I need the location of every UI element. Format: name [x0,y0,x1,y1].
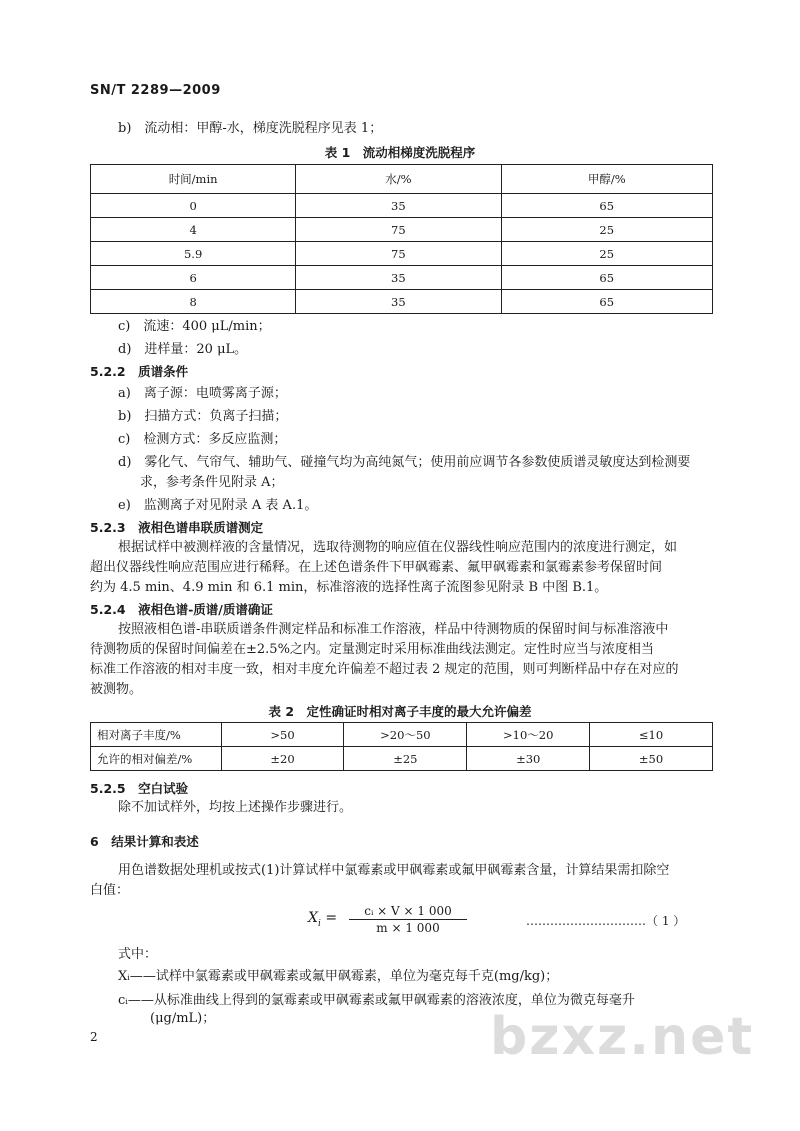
paragraph-line: 白值： [90,883,130,898]
list-item: c) 检测方式：多反应监测； [118,432,287,447]
table1-caption: 表 1 流动相梯度洗脱程序 [324,145,476,160]
table-cell: 35 [296,290,501,314]
section-heading-6: 6 结果计算和表述 [90,834,199,849]
definition-continuation: (μg/mL)； [150,1011,216,1026]
table-cell: 75 [296,242,501,266]
paragraph-line: 超出仪器线性响应范围应进行稀释。在上述色谱条件下甲砜霉素、氟甲砜霉素和氯霉素参考保留时间 [90,560,663,575]
table-cell: ±30 [467,747,590,771]
table2-caption: 表 2 定性确证时相对离子丰度的最大允许偏差 [268,704,532,719]
table-row [91,723,713,747]
table-cell: 35 [296,194,501,218]
table-cell: 5.9 [91,242,296,266]
gradient-table [90,164,713,314]
definition-line: cᵢ——从标准曲线上得到的氯霉素或甲砜霉素或氟甲砜霉素的溶液浓度，单位为微克每毫升 [118,993,635,1008]
paragraph-line: 被测物。 [90,682,143,697]
table-cell: 25 [501,218,713,242]
table-header-row [91,165,713,194]
section-heading-5-2-3: 5.2.3 液相色谱串联质谱测定 [90,520,264,535]
item-d-injection-volume: d) 进样量：20 μL。 [118,342,248,357]
where-label: 式中： [118,947,158,962]
table-cell: ±50 [590,747,713,771]
page-number: 2 [90,1030,98,1044]
table-cell: 8 [91,290,296,314]
standard-number: SN/T 2289—2009 [90,83,221,98]
table-header-cell: 时间/min [91,165,296,194]
formula-fraction [349,904,467,935]
table-header-cell: 甲醇/% [501,165,713,194]
table-cell: 65 [501,194,713,218]
table-row [91,266,713,290]
formula-denominator: m × 1 000 [376,921,440,935]
paragraph-line: 约为 4.5 min、4.9 min 和 6.1 min，标准溶液的选择性离子流图参见附录 B 中图 B.1。 [90,580,608,595]
watermark: bzxz.net [490,1007,755,1067]
table-cell: 65 [501,290,713,314]
formula-equals: = [325,910,338,926]
table-row [91,242,713,266]
formula-equation-number: …………………………（ 1 ） [526,914,686,928]
table-cell: 相对离子丰度/% [91,723,222,747]
table-header-cell: 水/% [296,165,501,194]
paragraph-line: 按照液相色谱-串联质谱条件测定样品和标准工作溶液，样品中待测物质的保留时间与标准溶液中 [118,622,669,637]
list-item-continuation: 求，参考条件见附录 A； [140,475,284,490]
list-item: b) 扫描方式：负离子扫描； [118,409,288,424]
table-cell: 允许的相对偏差/% [91,747,222,771]
section-heading-5-2-5: 5.2.5 空白试验 [90,781,189,796]
item-b-mobile-phase: b) 流动相：甲醇-水，梯度洗脱程序见表 1； [118,121,383,136]
paragraph-line: 待测物质的保留时间偏差在±2.5%之内。定量测定时采用标准曲线法测定。定性时应当与浓度相当 [90,642,654,657]
paragraph-line: 标准工作溶液的相对丰度一致，相对丰度允许偏差不超过表 2 规定的范围，则可判断样品中存在对应的 [90,662,679,677]
list-item: e) 监测离子对见附录 A 表 A.1。 [118,498,318,513]
table-cell: 4 [91,218,296,242]
table-cell: >10～20 [467,723,590,747]
definition-line: Xᵢ——试样中氯霉素或甲砜霉素或氟甲砜霉素，单位为毫克每千克(mg/kg)； [118,969,559,984]
table-row [91,218,713,242]
paragraph-line: 除不加试样外，均按上述操作步骤进行。 [118,800,353,815]
table-cell: 0 [91,194,296,218]
section-heading-5-2-4: 5.2.4 液相色谱-质谱/质谱确证 [90,602,273,617]
table-cell: 35 [296,266,501,290]
table-cell: >20～50 [344,723,467,747]
section-heading-5-2-2: 5.2.2 质谱条件 [90,364,189,379]
formula-numerator: cᵢ × V × 1 000 [349,904,467,920]
table-row [91,290,713,314]
ion-abundance-table [90,722,713,771]
paragraph-line: 用色谱数据处理机或按式(1)计算试样中氯霉素或甲砜霉素或氟甲砜霉素含量，计算结果需扣除空 [118,863,670,878]
table-cell: ≤10 [590,723,713,747]
formula-subscript: i [317,918,321,929]
table-cell: 65 [501,266,713,290]
table-cell: ±25 [344,747,467,771]
list-item: a) 离子源：电喷雾离子源； [118,386,287,401]
table-cell: 75 [296,218,501,242]
table-row [91,194,713,218]
table-cell: ±20 [221,747,344,771]
paragraph-line: 根据试样中被测样液的含量情况，选取待测物的响应值在仪器线性响应范围内的浓度进行测定，如 [118,540,678,555]
table-cell: 25 [501,242,713,266]
table-cell: >50 [221,723,344,747]
item-c-flow-rate: c) 流速：400 μL/min； [118,319,271,334]
list-item: d) 雾化气、气帘气、辅助气、碰撞气均为高纯氮气；使用前应调节各参数使质谱灵敏度达到检测要 [118,455,691,470]
table-row [91,747,713,771]
formula-lhs [308,910,337,929]
formula-variable: X [308,910,318,926]
table-cell: 6 [91,266,296,290]
